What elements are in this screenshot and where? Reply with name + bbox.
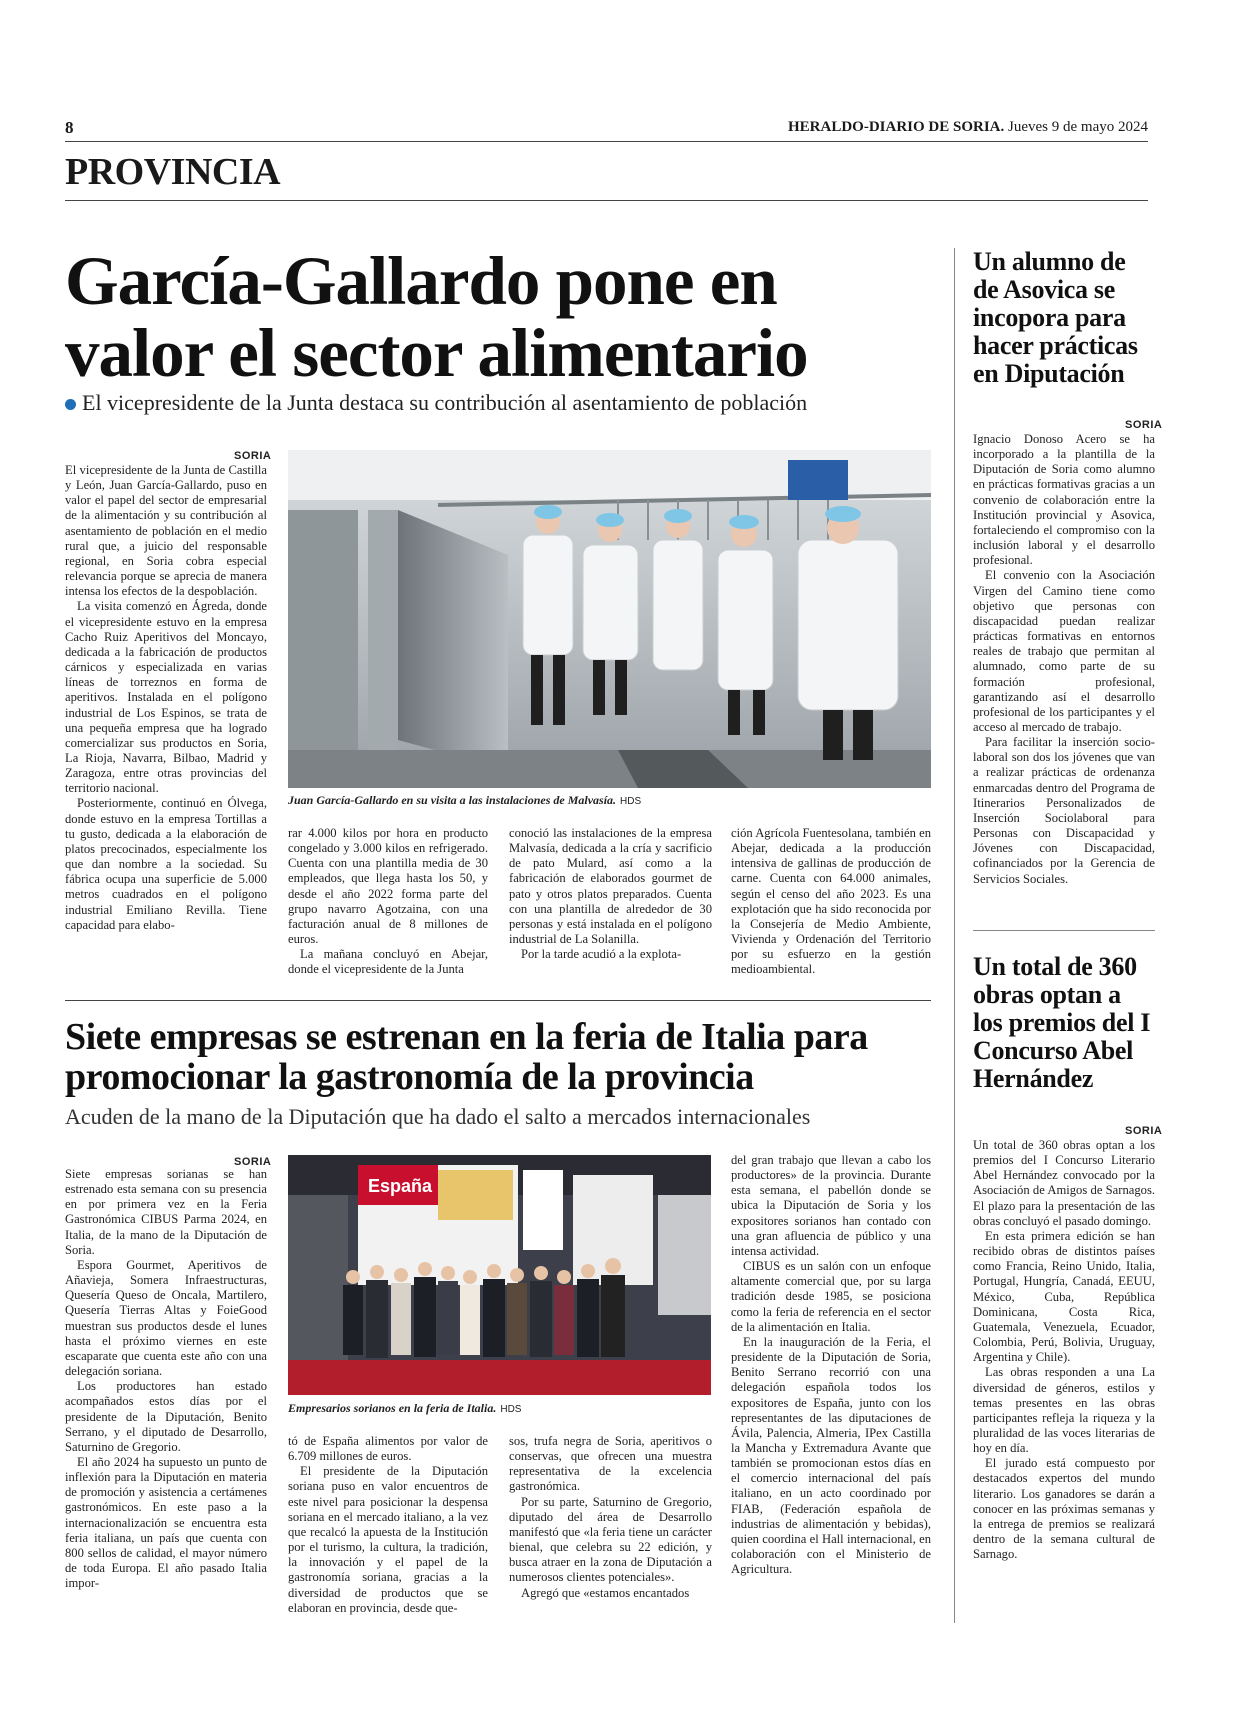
fair-sign-text: España [368,1176,433,1196]
paragraph: conoció las instalaciones de la empresa Malvasía, dedicada a la cría y sacrificio de pato Mulard, así como a la fabricación de elaborados gourmet de pato y otros platos preparados. Cuenta con una plantilla de alrededor de 30 personas y está instalada en el polígono industrial de La Solanilla. [509,826,712,947]
sidebar1-body [973,432,1155,887]
paragraph: rar 4.000 kilos por hora en producto congelado y 3.000 kilos en refrigerado. Cuenta con una plantilla media de 30 empleados, que llega hasta los 50, y desde el año 2022 forma parte del grupo navarro Agotzaina, con una facturación anual de 8 millones de euros. [288,826,488,947]
paragraph: Los productores han estado acompañados estos días por el presidente de la Diputación, Benito Serrano, y el diputado de Desarrollo, Saturnino de Gregorio. [65,1379,267,1454]
paragraph: Un total de 360 obras optan a los premios del I Concurso Literario Abel Hernández convocado por la Asociación de Amigos de Sarnagos. El plazo para la presentación de las obras concluyó el pasado domingo. [973,1138,1155,1228]
section-rule [65,200,1148,201]
main-col-1 [65,463,267,933]
second-col-2 [288,1434,488,1616]
paragraph: Ignacio Donoso Acero se ha incorporado a la plantilla de la Diputación de Soria como alumno en prácticas formativas gracias a un convenio de colaboración entre la Institución provincial y Asovica, fortaleciendo el compromiso con la inclusión laboral y el desarrollo profesional. [973,432,1155,568]
paragraph: Por la tarde acudió a la explota- [521,947,682,962]
paragraph: Por su parte, Saturnino de Gregorio, diputado del área de Desarrollo manifestó que «la feria tiene un carácter bienal, que celebra su 22 edición, y busca atraer en la zona de Diputación a numerosos clientes potenciales». [509,1494,712,1585]
main-subhead [65,390,945,416]
paragraph: del gran trabajo que llevan a cabo los productores» de la provincia. Durante esta semana, el pabellón donde se ubica la Diputación de Soria y los expositores sorianos han contado con una gran afluencia de público y una intensa actividad. [731,1153,931,1258]
photo-credit: HDS [620,796,642,807]
paragraph: La visita comenzó en Ágreda, donde el vicepresidente estuvo en la empresa Cacho Ruiz Aperitivos del Moncayo, dedicada a la fabricación de productos cárnicos y especializada en varias líneas de torreznos en forma de aperitivos. Instalada en el polígono industrial de Los Espinos, se trata de una pequeña empresa que ha logrado comercializar sus productos en Soria, La Rioja, Navarra, Bilbao, Madrid y Zaragoza, entre otras provincias del territorio nacional. [65,599,267,796]
main-headline: García-Gallardo pone en valor el sector alimentario [65,243,808,391]
paragraph: tó de España alimentos por valor de 6.709 millones de euros. [288,1434,488,1464]
paragraph: Las obras responden a una La diversidad de géneros, estilos y temas presentes en las obras participantes refleja la riqueza y la pluralidad de las voces literarias de hoy en día. [973,1365,1155,1456]
article-divider [65,1000,931,1001]
paragraph: El presidente de la Diputación soriana puso en valor encuentros de este nivel para posicionar la despensa soriana en el mercado italiano, a la vez que recalcó la apuesta de la Institución por el turismo, la cultura, la tradición, la innovación y el papel de la gastronomía soriana, gracias a la diversidad de productos que se elaboran en provincia, desde que- [288,1464,488,1615]
main-col-2 [288,826,488,978]
header-rule [65,141,1148,142]
paragraph: El convenio con la Asociación Virgen del Camino tiene como objetivo que personas con discapacidad puedan realizar prácticas formativas en entornos reales de trabajo que permitan al alumnado, como parte de su formación profesional, garantizando así el desarrollo profesional de los participantes y el acceso al mercado de trabajo. [973,568,1155,734]
paragraph: La mañana concluyó en Abejar, donde el vicepresidente de la Junta [288,947,488,977]
paragraph: El vicepresidente de la Junta de Castilla y León, Juan García-Gallardo, puso en valor el papel del sector de empresarial de la alimentación y su contribución al asentamiento de población en el medio rural que, a juicio del responsable regional, en Soria cobra especial relevancia porque se aprecia de manera intensa los efectos de la despoblación. [65,463,267,599]
paragraph: ción Agrícola Fuentesolana, también en Abejar, dedicada a la producción intensiva de gallinas de producción de carne. Cuenta con 64.000 animales, según el censo del año 2023. Es una explotación que ha sido reconocida por la Consejería de Medio Ambiente, Vivienda y Ordenación del Territorio por su esfuerzo en la gestión medioambiental. [731,826,931,977]
factory-photo-caption [288,793,641,808]
paragraph: CIBUS es un salón con un enfoque altamente comercial que, por su larga tradición desde 1985, se posiciona como la feria de referencia en el sector de la alimentación en Italia. [731,1259,931,1334]
sidebar2-body [973,1138,1155,1562]
paragraph: En la inauguración de la Feria, el presidente de la Diputación de Soria, Benito Serrano recorrió con una delegación española todos los expositores de España, junto con los representantes de las diputaciones de Ávila, Palencia, Almeria, IPex Castilla la Mancha y Extremadura Avante que también se promocionan estos días en el comercio internacional del país italiano, en un acto coordinado por FIAB, (Federación española de industrias de alimentación y bebidas), quien coordina el Hall internacional, en colaboración con el Ministerio de Agricultura. [731,1334,931,1577]
page-number: 8 [65,118,74,137]
issue-date: Jueves 9 de mayo 2024 [1008,119,1148,135]
second-col-4 [731,1153,931,1577]
second-col-3 [509,1434,712,1601]
paragraph: Siete empresas sorianas se han estrenado esta semana con su presencia en por primera vez en la Feria Gastronómica CIBUS Parma 2024, en Italia, de la mano de la Diputación de Soria. [65,1167,267,1257]
second-col-1 [65,1167,267,1591]
paragraph: El año 2024 ha supuesto un punto de inflexión para la Diputación en materia de promoción y asistencia a certámenes gastronómicos. En este paso a la internacionalización se encuentra esta feria italiana, un país que cuenta con 800 sellos de calidad, el mayor número de toda Europa. El año pasado Italia impor- [65,1454,267,1591]
second-subhead: Acuden de la mano de la Diputación que ha dado el salto a mercados internacionales [65,1104,811,1129]
paragraph: Posteriormente, continuó en Ólvega, donde estuvo en la empresa Tortillas a tu gusto, dedicada a la elaboración de platos precocinados, especialmente los que dan nombre a la sociedad. Su fábrica ocupa una superficie de 5.000 metros cuadrados en el polígono industrial Emiliano Revilla. Tiene capacidad para elabo- [65,796,267,932]
main-byline: SORIA [234,450,272,462]
fair-photo-image [288,1155,711,1395]
fair-photo [288,1155,711,1395]
fair-photo-caption [288,1401,521,1416]
paragraph: Para facilitar la inserción socio-laboral son dos los jóvenes que van a realizar prácticas de ordenanza enmarcadas dentro del Programa de Itinerarios Personalizados de Inserción Sociolaboral para Personas con Discapacidad y Jóvenes con Discapacidad, cofinanciados por la Gerencia de Servicios Sociales. [973,735,1155,886]
second-byline: SORIA [234,1156,272,1168]
paragraph: sos, trufa negra de Soria, aperitivos o conservas, que ofrecen una muestra representativa de la excelencia gastronómica. [509,1434,712,1494]
main-col-4 [731,826,931,978]
main-col-3 [509,826,712,962]
sidebar-divider [954,248,955,1623]
paragraph: En esta primera edición se han recibido obras de distintos países como Francia, Reino Unido, Italia, Portugal, Hungría, Canadá, EEUU, México, Cuba, República Dominicana, Costa Rica, Guatemala, Venezuela, Ecuador, Colombia, Perú, Bolivia, Uruguay, Argentina y Chile). [973,1228,1155,1365]
factory-photo [288,450,931,788]
second-headline: Siete empresas se estrenan en la feria de Italia para promocionar la gastronomía de la provincia [65,1016,868,1098]
bullet-icon [65,399,76,410]
sidebar-rule [973,930,1155,931]
sidebar1-byline: SORIA [1125,419,1163,431]
caption-text: Juan García-Gallardo en su visita a las instalaciones de Malvasía. [288,793,617,807]
newspaper-name: HERALDO-DIARIO DE SORIA. [787,119,1005,135]
factory-photo-image [288,450,931,788]
paragraph: Agregó que «estamos encantados [521,1585,690,1600]
paragraph: El jurado está compuesto por destacados expertos del mundo literario. Los ganadores se darán a conocer en las próximas semanas y la entrega de premios se realizará dentro de la semana cultural de Sarnago. [973,1456,1155,1562]
sidebar1-headline: Un alumno de de Asovica se incopora para hacer prácticas en Diputación [973,247,1138,388]
paragraph: Espora Gourmet, Aperitivos de Añavieja, Somera Infraestructuras, Quesería Queso de Oncala, Martilero, Quesería Tierras Altas y FoieGood muestran sus productos desde el lunes hasta el próximo viernes en este escaparate que cuenta este año con una delegación soriana. [65,1257,267,1379]
caption-text: Empresarios sorianos en la feria de Italia. [288,1401,497,1415]
sidebar2-byline: SORIA [1125,1125,1163,1137]
photo-credit: HDS [500,1404,522,1415]
main-subhead-text: El vicepresidente de la Junta destaca su contribución al asentamiento de población [82,390,808,415]
section-title: PROVINCIA [65,151,281,193]
masthead [788,119,1148,136]
sidebar2-headline: Un total de 360 obras optan a los premios del I Concurso Abel Hernández [973,952,1151,1093]
